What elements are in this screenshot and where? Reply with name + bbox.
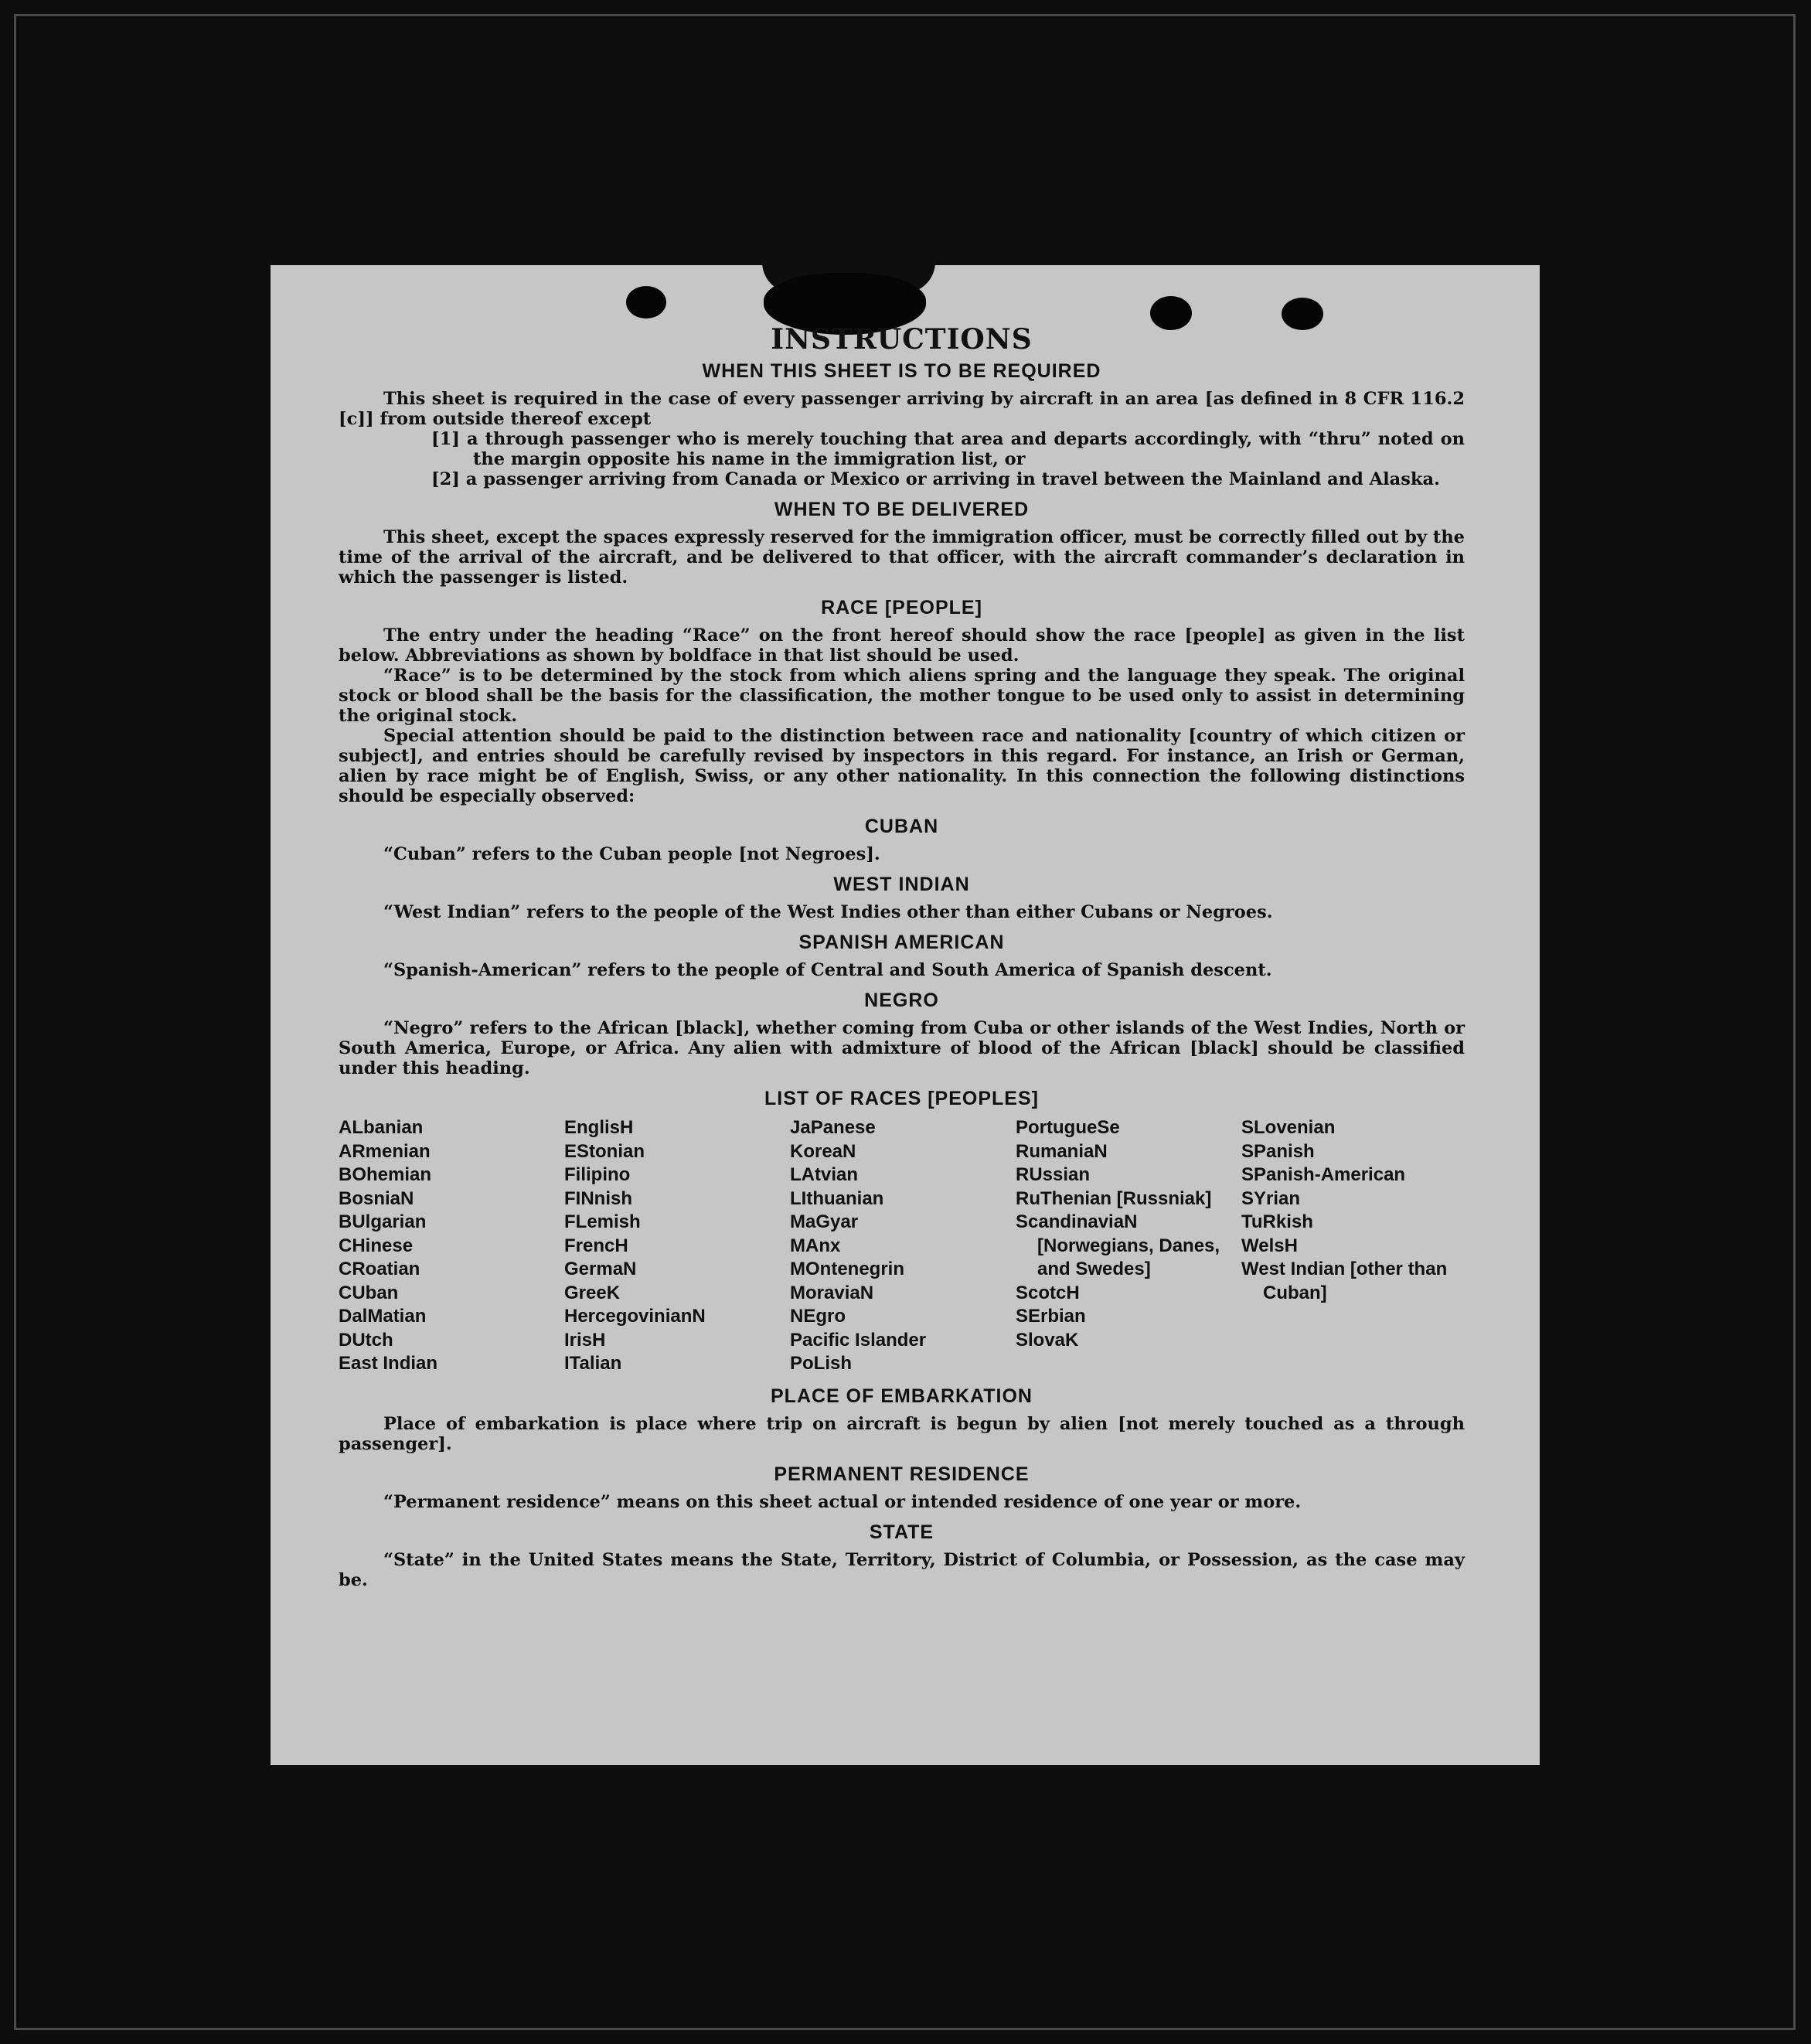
delivered-text: This sheet, except the spaces expressly reserved for the immigration officer, must be correctly filled out by the time of the arrival of the aircraft, and be delivered to that officer, with the aircraft commander’s declaration in which the passenger is listed. (339, 527, 1465, 588)
race-item: HercegovinianN (564, 1306, 706, 1327)
race-item: West Indian [other than Cuban] (1241, 1259, 1448, 1303)
race-item: BOhemian (339, 1164, 432, 1185)
race-item: DUtch (339, 1329, 393, 1351)
page-title: INSTRUCTIONS (771, 323, 1033, 356)
instruction-sheet (271, 265, 1540, 1765)
race-item: FINnish (564, 1187, 632, 1209)
race-item: PortugueSe (1016, 1117, 1120, 1138)
residence-text: “Permanent residence” means on this sheet actual or intended residence of one year or more. (383, 1491, 1302, 1512)
race-item: PoLish (790, 1353, 853, 1374)
race-item: ScandinaviaN [Norwegians, Danes, and Swedes] (1016, 1211, 1220, 1279)
race-item: ARmenian (339, 1140, 431, 1162)
race-column-3 (790, 1116, 1016, 1376)
race-paragraph-1: The entry under the heading “Race” on the front hereof should show the race [people] as given in the list below. Abbreviations as shown by boldface in that list should be used. (339, 625, 1465, 666)
race-item: MoraviaN (790, 1282, 874, 1303)
race-item: LIthuanian (790, 1187, 884, 1209)
race-item: WelsH (1241, 1235, 1298, 1256)
race-item: SPanish-American (1241, 1164, 1406, 1185)
race-item: RuThenian [Russniak] (1016, 1187, 1212, 1209)
required-intro: This sheet is required in the case of every passenger arriving by aircraft in an area [as defined in 8 CFR 116.2 [c]] from outside thereof except (339, 389, 1465, 429)
cuban-text: “Cuban” refers to the Cuban people [not Negroes]. (383, 844, 880, 864)
race-item: Pacific Islander (790, 1329, 927, 1351)
race-item: FLemish (564, 1211, 641, 1232)
race-item: SLovenian (1241, 1117, 1336, 1138)
race-item: JaPanese (790, 1117, 876, 1138)
state-text: “State” in the United States means the State, Territory, District of Columbia, or Possession, as the case may be. (339, 1549, 1465, 1590)
heading-cuban: CUBAN (864, 816, 939, 837)
race-column-1 (339, 1116, 564, 1376)
race-item: BosniaN (339, 1187, 414, 1209)
west-indian-text: “West Indian” refers to the people of the West Indies other than either Cubans or Negroes. (383, 902, 1273, 922)
race-item: MaGyar (790, 1211, 859, 1232)
punch-hole-left (626, 286, 666, 319)
heading-when-delivered: WHEN TO BE DELIVERED (774, 499, 1030, 520)
race-list (339, 1116, 1465, 1376)
race-item: FrencH (564, 1235, 628, 1256)
race-column-5 (1241, 1116, 1467, 1376)
race-item: TuRkish (1241, 1211, 1313, 1232)
race-item: RUssian (1016, 1164, 1091, 1185)
race-item: BUlgarian (339, 1211, 427, 1232)
race-item: ScotcH (1016, 1282, 1080, 1303)
race-item: East Indian (339, 1353, 438, 1374)
race-column-4 (1016, 1116, 1241, 1376)
race-item: SErbian (1016, 1306, 1086, 1327)
race-item: SPanish (1241, 1140, 1315, 1162)
race-item: IrisH (564, 1329, 606, 1351)
heading-west-indian: WEST INDIAN (833, 874, 970, 895)
heading-list-of-races: LIST OF RACES [PEOPLES] (764, 1088, 1039, 1109)
race-item: EnglisH (564, 1117, 634, 1138)
race-item: Filipino (564, 1164, 631, 1185)
heading-permanent-residence: PERMANENT RESIDENCE (774, 1463, 1030, 1485)
required-item-1: [1] a through passenger who is merely touching that area and departs accordingly, with “thru” noted on the margin opposite his name in the immigration list, or (431, 429, 1465, 469)
race-item: CHinese (339, 1235, 414, 1256)
heading-place-of-embarkation: PLACE OF EMBARKATION (771, 1385, 1033, 1407)
instructions-content (339, 323, 1465, 1590)
required-item-2: [2] a passenger arriving from Canada or Mexico or arriving in travel between the Mainland and Alaska. (431, 469, 1440, 489)
race-item: RumaniaN (1016, 1140, 1108, 1162)
race-item: SYrian (1241, 1187, 1301, 1209)
race-item: ALbanian (339, 1117, 424, 1138)
race-item: CRoatian (339, 1259, 420, 1279)
heading-state: STATE (869, 1521, 934, 1543)
negro-text: “Negro” refers to the African [black], whether coming from Cuba or other islands of the West Indies, North or South America, Europe, or Africa. Any alien with admixture of blood of the African [black] should be classified under this heading. (339, 1018, 1465, 1078)
race-item: GreeK (564, 1282, 621, 1303)
race-item: ITalian (564, 1353, 622, 1374)
race-item: CUban (339, 1282, 399, 1303)
heading-spanish-american: SPANISH AMERICAN (798, 932, 1005, 953)
race-paragraph-2: “Race” is to be determined by the stock from which aliens spring and the language they speak. The original stock or blood shall be the basis for the classification, the mother tongue to be used only to assist in determining the original stock. (339, 666, 1465, 726)
race-item: MOntenegrin (790, 1259, 904, 1279)
race-item: LAtvian (790, 1164, 859, 1185)
spanish-american-text: “Spanish-American” refers to the people of Central and South America of Spanish descent. (383, 960, 1272, 980)
heading-when-required: WHEN THIS SHEET IS TO BE REQUIRED (702, 360, 1101, 382)
embarkation-text: Place of embarkation is place where trip on aircraft is begun by alien [not merely touched as a through passenger]. (339, 1413, 1465, 1454)
race-item: DalMatian (339, 1306, 427, 1327)
race-item: NEgro (790, 1306, 846, 1327)
race-item: SlovaK (1016, 1329, 1079, 1351)
heading-negro: NEGRO (864, 990, 939, 1011)
race-item: MAnx (790, 1235, 841, 1256)
race-column-2 (564, 1116, 790, 1376)
heading-race: RACE [PEOPLE] (821, 597, 982, 618)
race-item: EStonian (564, 1140, 645, 1162)
race-item: GermaN (564, 1259, 637, 1279)
race-item: KoreaN (790, 1140, 856, 1162)
race-paragraph-3: Special attention should be paid to the distinction between race and nationality [country of which citizen or subject], and entries should be carefully revised by inspectors in this regard. For instance, an Irish or German, alien by race might be of English, Swiss, or any other nationality. In this connection the following distinctions should be especially observed: (339, 726, 1465, 806)
